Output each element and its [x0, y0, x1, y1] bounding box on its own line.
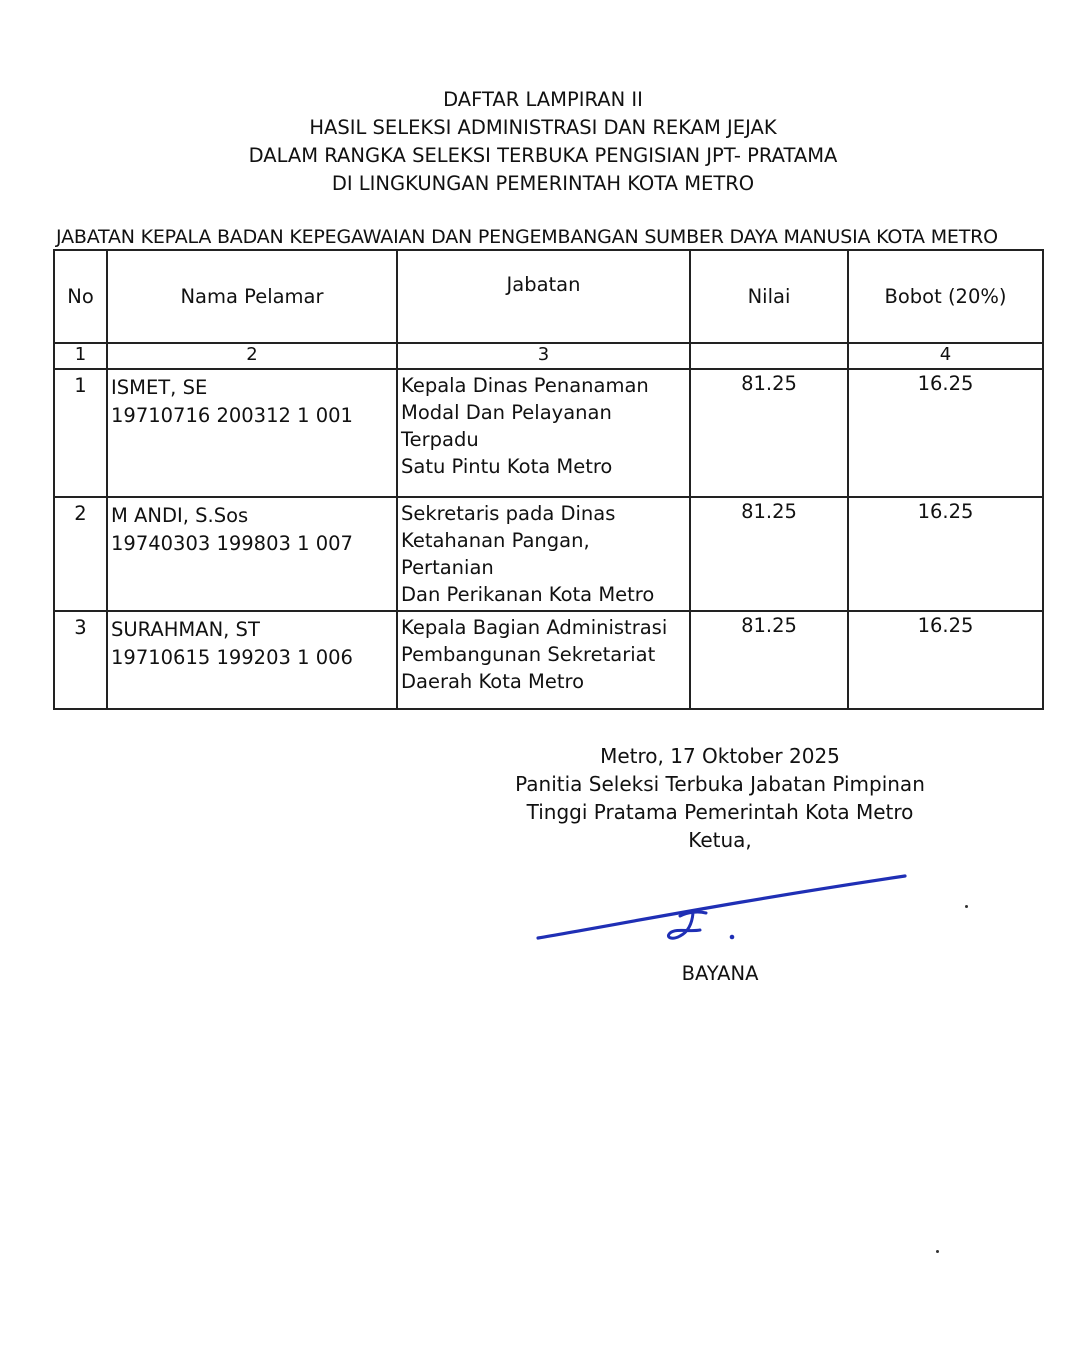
applicant-nip: 19710615 199203 1 006 [111, 646, 353, 669]
jabatan-line: Kepala Dinas Penanaman [401, 374, 649, 397]
handwritten-signature [530, 866, 920, 956]
place-date: Metro, 17 Oktober 2025 [600, 744, 840, 768]
jabatan-cell [397, 611, 690, 709]
scan-speck [936, 1250, 939, 1253]
header-nama-pelamar: Nama Pelamar [107, 250, 397, 343]
applicant-cell [107, 497, 397, 611]
nilai-value: 81.25 [690, 497, 848, 611]
header-bobot: Bobot (20%) [848, 250, 1043, 343]
row-number: 1 [54, 369, 107, 497]
committee-line-1: Panitia Seleksi Terbuka Jabatan Pimpinan [515, 772, 925, 796]
applicant-cell [107, 611, 397, 709]
document-header [0, 86, 1080, 198]
header-no: No [54, 250, 107, 343]
column-number: 4 [848, 343, 1043, 369]
table-row [54, 611, 1043, 709]
signature-block [500, 742, 940, 854]
nilai-value: 81.25 [690, 611, 848, 709]
jabatan-cell [397, 497, 690, 611]
applicant-name: ISMET, SE [111, 376, 208, 399]
signature-dot [730, 935, 735, 940]
applicant-nip: 19710716 200312 1 001 [111, 404, 353, 427]
table-header-row [54, 250, 1043, 343]
column-number: 3 [397, 343, 690, 369]
header-line-1: DAFTAR LAMPIRAN II [443, 88, 643, 111]
applicant-nip: 19740303 199803 1 007 [111, 532, 353, 555]
jabatan-cell [397, 369, 690, 497]
jabatan-line: Sekretaris pada Dinas [401, 502, 616, 525]
table-row [54, 369, 1043, 497]
results-table [53, 249, 1044, 710]
position-title: JABATAN KEPALA BADAN KEPEGAWAIAN DAN PENGEMBANGAN SUMBER DAYA MANUSIA KOTA METRO [56, 226, 998, 248]
applicant-cell [107, 369, 397, 497]
jabatan-line: Modal Dan Pelayanan Terpadu [401, 401, 612, 451]
committee-line-2: Tinggi Pratama Pemerintah Kota Metro [526, 800, 914, 824]
row-number: 2 [54, 497, 107, 611]
row-number: 3 [54, 611, 107, 709]
header-nilai: Nilai [690, 250, 848, 343]
table-row [54, 497, 1043, 611]
column-number [690, 343, 848, 369]
signature-flourish [668, 912, 706, 938]
bobot-value: 16.25 [848, 611, 1043, 709]
header-line-4: DI LINGKUNGAN PEMERINTAH KOTA METRO [331, 172, 755, 195]
bobot-value: 16.25 [848, 497, 1043, 611]
column-number: 1 [54, 343, 107, 369]
jabatan-line: Satu Pintu Kota Metro [401, 455, 613, 478]
column-number: 2 [107, 343, 397, 369]
column-number-row [54, 343, 1043, 369]
scan-speck [965, 905, 968, 908]
signature-stroke [538, 876, 905, 938]
nilai-value: 81.25 [690, 369, 848, 497]
header-line-2: HASIL SELEKSI ADMINISTRASI DAN REKAM JEJAK [309, 116, 777, 139]
jabatan-line: Pembangunan Sekretariat [401, 643, 656, 666]
applicant-name: SURAHMAN, ST [111, 618, 260, 641]
applicant-name: M ANDI, S.Sos [111, 504, 249, 527]
jabatan-line: Kepala Bagian Administrasi [401, 616, 668, 639]
header-line-3: DALAM RANGKA SELEKSI TERBUKA PENGISIAN JPT- PRATAMA [248, 144, 838, 167]
signer-role: Ketua, [688, 828, 752, 852]
bobot-value: 16.25 [848, 369, 1043, 497]
signer-name: BAYANA [681, 962, 759, 985]
header-jabatan: Jabatan [397, 250, 690, 343]
jabatan-line: Ketahanan Pangan, Pertanian [401, 529, 590, 579]
jabatan-line: Daerah Kota Metro [401, 670, 585, 693]
jabatan-line: Dan Perikanan Kota Metro [401, 583, 655, 606]
